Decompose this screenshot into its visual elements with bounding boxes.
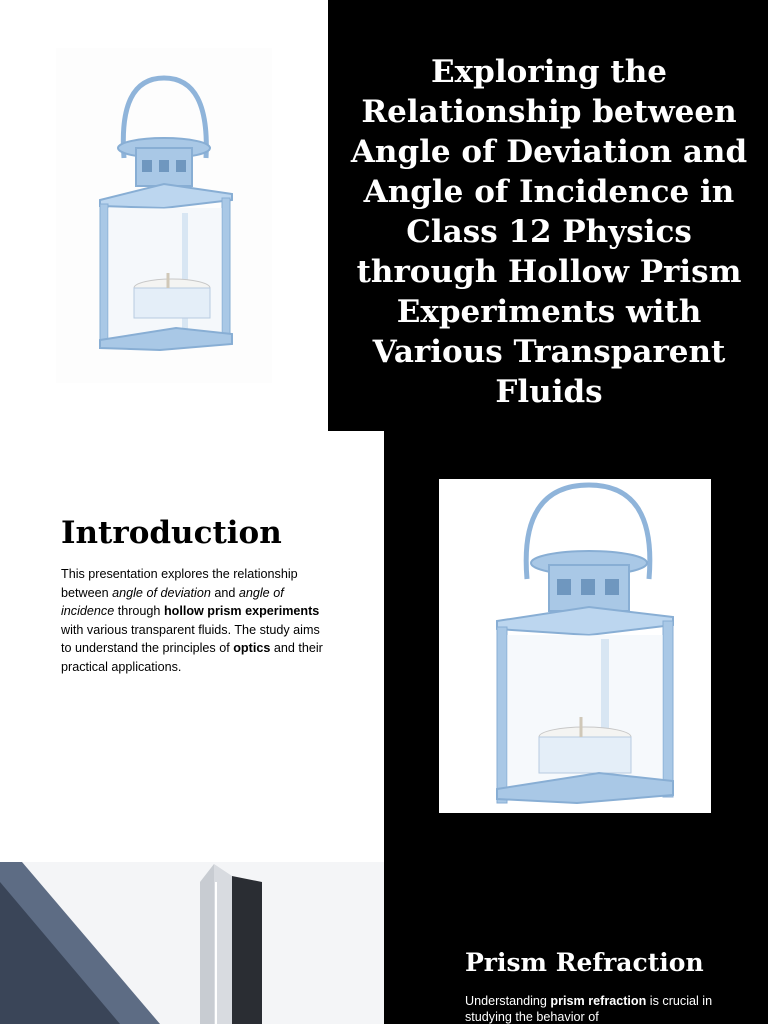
intro-emphasis-incidence: angle of incidence	[61, 585, 284, 618]
intro-text-5: and their practical applications.	[61, 641, 323, 674]
introduction-body	[61, 565, 331, 676]
intro-bold-hollow-prism: hollow prism experiments	[163, 604, 320, 618]
prism-photo	[0, 862, 384, 1024]
lantern-icon	[439, 479, 711, 813]
intro-text-1: This presentation explores the relationship between	[61, 567, 298, 600]
prism-text-1: Understanding	[465, 994, 551, 1008]
title-slide	[0, 0, 768, 431]
intro-text-2: and	[210, 585, 239, 600]
prism-text-2: is crucial in studying the behavior of	[465, 994, 713, 1024]
prism-refraction-body	[465, 993, 725, 1025]
prism-refraction-heading: Prism Refraction	[465, 948, 704, 977]
glass-prism-icon	[0, 862, 384, 1024]
lantern-photo	[439, 479, 711, 813]
introduction-slide	[0, 431, 768, 862]
lantern-icon	[56, 48, 272, 383]
intro-emphasis-deviation: angle of deviation	[112, 585, 211, 600]
prism-bold-refraction: prism refraction	[550, 994, 647, 1008]
intro-text-4: with various transparent fluids. The study aims to understand the principles of	[61, 622, 320, 655]
slide-title: Exploring the Relationship between Angle of Deviation and Angle of Incidence in Class 12 Physics through Hollow Prism Experiments with Various Transparent Fluids	[350, 54, 748, 410]
prism-refraction-slide	[0, 862, 768, 1024]
introduction-heading: Introduction	[61, 515, 282, 551]
lantern-image	[56, 48, 272, 383]
intro-text-3: through	[114, 604, 164, 618]
intro-bold-optics: optics	[233, 641, 271, 655]
